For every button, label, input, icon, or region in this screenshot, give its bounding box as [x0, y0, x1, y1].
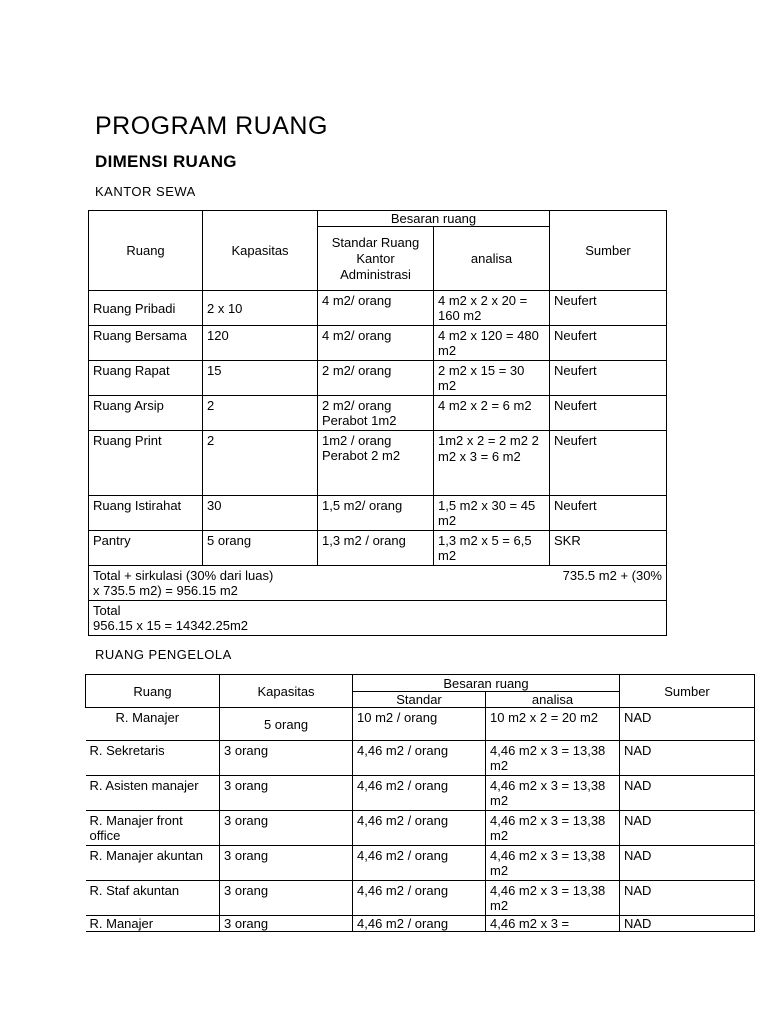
- cell-analisa: 2 m2 x 15 = 30 m2: [434, 361, 550, 396]
- table-row: [86, 708, 755, 741]
- ruang-pengelola-table: [85, 674, 755, 932]
- header-sumber: Sumber: [550, 211, 667, 291]
- header-sumber: Sumber: [620, 675, 755, 708]
- cell-standar: 4,46 m2 / orang: [353, 846, 486, 881]
- cell-ruang: R. Asisten manajer: [86, 776, 220, 811]
- cell-ruang: Ruang Bersama: [89, 326, 203, 361]
- cell-sumber: Neufert: [550, 496, 667, 531]
- total-sirkulasi-row: [89, 566, 667, 601]
- cell-kapasitas: 5 orang: [220, 708, 353, 741]
- cell-ruang: R. Manajer: [86, 916, 220, 932]
- total-sirkulasi-value: 735.5 m2 + (30%: [562, 568, 662, 583]
- cell-standar: 2 m2/ orang: [318, 361, 434, 396]
- cell-sumber: Neufert: [550, 291, 667, 326]
- cell-standar: 4,46 m2 / orang: [353, 881, 486, 916]
- table-row: [86, 881, 755, 916]
- cell-standar: 4,46 m2 / orang: [353, 811, 486, 846]
- section-label-ruang-pengelola: RUANG PENGELOLA: [95, 647, 232, 662]
- cell-ruang: R. Manajer: [86, 708, 220, 741]
- cell-standar: 4 m2/ orang: [318, 326, 434, 361]
- cell-sumber: Neufert: [550, 431, 667, 496]
- cell-kapasitas: 3 orang: [220, 741, 353, 776]
- table-row: [89, 396, 667, 431]
- cell-standar: 4,46 m2 / orang: [353, 776, 486, 811]
- header-analisa: analisa: [434, 227, 550, 291]
- cell-analisa: 4 m2 x 120 = 480 m2: [434, 326, 550, 361]
- table-row: [86, 916, 755, 932]
- cell-analisa: 4,46 m2 x 3 =: [486, 916, 620, 932]
- page-title: PROGRAM RUANG: [95, 112, 328, 140]
- cell-standar: 10 m2 / orang: [353, 708, 486, 741]
- cell-standar: 1,5 m2/ orang: [318, 496, 434, 531]
- page-subtitle: DIMENSI RUANG: [95, 152, 237, 171]
- cell-standar: 4,46 m2 / orang: [353, 741, 486, 776]
- header-besaran-ruang: Besaran ruang: [318, 211, 550, 227]
- cell-ruang: Ruang Arsip: [89, 396, 203, 431]
- cell-kapasitas: 5 orang: [203, 531, 318, 566]
- cell-ruang: Ruang Istirahat: [89, 496, 203, 531]
- cell-kapasitas: 2: [203, 396, 318, 431]
- cell-analisa: 4,46 m2 x 3 = 13,38 m2: [486, 741, 620, 776]
- cell-sumber: NAD: [620, 708, 755, 741]
- cell-analisa: 4,46 m2 x 3 = 13,38 m2: [486, 881, 620, 916]
- header-standar: Standar: [353, 692, 486, 708]
- cell-ruang: R. Manajer akuntan: [86, 846, 220, 881]
- table-row: [89, 361, 667, 396]
- cell-ruang: Ruang Pribadi: [89, 291, 203, 326]
- total-value: 956.15 x 15 = 14342.25m2: [93, 618, 249, 633]
- header-ruang: Ruang: [86, 675, 220, 708]
- cell-analisa: 4,46 m2 x 3 = 13,38 m2: [486, 846, 620, 881]
- total-row: [89, 601, 667, 636]
- cell-ruang: R. Manajer front office: [86, 811, 220, 846]
- cell-sumber: Neufert: [550, 361, 667, 396]
- total-sirkulasi-text: Total + sirkulasi (30% dari luas): [93, 568, 274, 583]
- cell-sumber: NAD: [620, 776, 755, 811]
- table-row: [86, 846, 755, 881]
- table-row: [89, 326, 667, 361]
- header-besaran-ruang: Besaran ruang: [353, 675, 620, 692]
- header-ruang: Ruang: [89, 211, 203, 291]
- cell-ruang: Ruang Rapat: [89, 361, 203, 396]
- cell-analisa: 4,46 m2 x 3 = 13,38 m2: [486, 811, 620, 846]
- cell-sumber: NAD: [620, 741, 755, 776]
- cell-sumber: Neufert: [550, 396, 667, 431]
- cell-ruang: Ruang Print: [89, 431, 203, 496]
- cell-sumber: NAD: [620, 846, 755, 881]
- cell-ruang: Pantry: [89, 531, 203, 566]
- header-analisa: analisa: [486, 692, 620, 708]
- table-row: [89, 291, 667, 326]
- header-standar: Standar Ruang Kantor Administrasi: [318, 227, 434, 291]
- table-row: [89, 496, 667, 531]
- header-kapasitas: Kapasitas: [203, 211, 318, 291]
- cell-analisa: 1m2 x 2 = 2 m2 2 m2 x 3 = 6 m2: [434, 431, 550, 496]
- cell-standar: 1m2 / orang Perabot 2 m2: [318, 431, 434, 496]
- cell-ruang: R. Staf akuntan: [86, 881, 220, 916]
- cell-standar: 4 m2/ orang: [318, 291, 434, 326]
- header-kapasitas: Kapasitas: [220, 675, 353, 708]
- cell-kapasitas: 120: [203, 326, 318, 361]
- table-row: [89, 531, 667, 566]
- cell-sumber: NAD: [620, 881, 755, 916]
- total-label: Total: [93, 603, 121, 618]
- cell-kapasitas: 3 orang: [220, 811, 353, 846]
- cell-kapasitas: 3 orang: [220, 846, 353, 881]
- kantor-sewa-table: [88, 210, 667, 636]
- cell-analisa: 4 m2 x 2 = 6 m2: [434, 396, 550, 431]
- cell-sumber: NAD: [620, 916, 755, 932]
- cell-kapasitas: 2: [203, 431, 318, 496]
- table-row: [86, 741, 755, 776]
- cell-standar: 1,3 m2 / orang: [318, 531, 434, 566]
- cell-ruang: R. Sekretaris: [86, 741, 220, 776]
- cell-standar: 4,46 m2 / orang: [353, 916, 486, 932]
- cell-analisa: 10 m2 x 2 = 20 m2: [486, 708, 620, 741]
- cell-kapasitas: 3 orang: [220, 881, 353, 916]
- cell-sumber: Neufert: [550, 326, 667, 361]
- cell-analisa: 4 m2 x 2 x 20 = 160 m2: [434, 291, 550, 326]
- total-sirkulasi-continued: x 735.5 m2) = 956.15 m2: [93, 583, 238, 598]
- cell-kapasitas: 3 orang: [220, 916, 353, 932]
- table-row: [86, 811, 755, 846]
- table-row: [89, 431, 667, 496]
- cell-analisa: 1,5 m2 x 30 = 45 m2: [434, 496, 550, 531]
- cell-kapasitas: 30: [203, 496, 318, 531]
- section-label-kantor-sewa: KANTOR SEWA: [95, 184, 196, 199]
- cell-sumber: NAD: [620, 811, 755, 846]
- cell-kapasitas: 2 x 10: [203, 291, 318, 326]
- cell-kapasitas: 15: [203, 361, 318, 396]
- cell-kapasitas: 3 orang: [220, 776, 353, 811]
- cell-standar: 2 m2/ orang Perabot 1m2: [318, 396, 434, 431]
- table-row: [86, 776, 755, 811]
- cell-analisa: 4,46 m2 x 3 = 13,38 m2: [486, 776, 620, 811]
- cell-analisa: 1,3 m2 x 5 = 6,5 m2: [434, 531, 550, 566]
- cell-sumber: SKR: [550, 531, 667, 566]
